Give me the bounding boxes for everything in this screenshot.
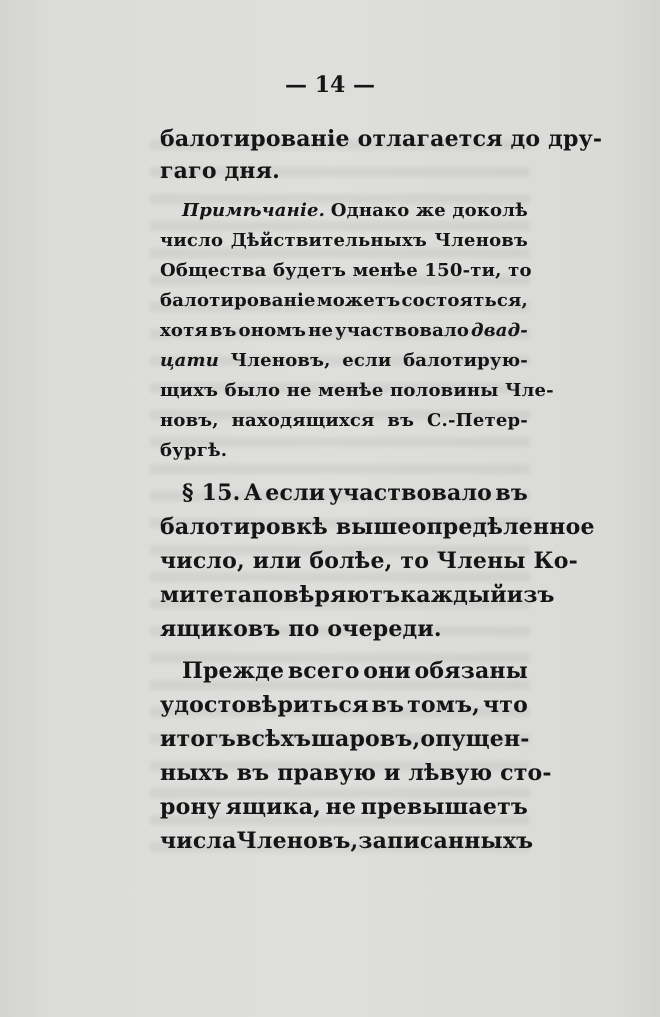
section-15-line-1: § 15. А если участвовало въ (182, 480, 528, 506)
note-line-3: Общества будетъ менѣе 150-ти, то (160, 260, 532, 281)
section-15-line-3: число, или болѣе, то Члены Ко- (160, 548, 578, 574)
paragraph-line-5: рону ящика, не превышаетъ (160, 794, 528, 820)
text-line-2: гаго дня. (160, 158, 281, 184)
paragraph-line-2: удостовѣриться въ томъ, что (160, 692, 528, 718)
paragraph-line-4: ныхъ въ правую и лѣвую сто- (160, 760, 552, 786)
note-label: Примѣчаніе. (182, 200, 326, 221)
note-line-4: балотированіе можетъ состояться, (160, 290, 528, 311)
section-15-line-2: балотировкѣ вышеопредѣленное (160, 514, 595, 540)
note-line-1: Примѣчаніе. Однако же доколѣ (182, 200, 528, 221)
note-line-2: число Дѣйствительныхъ Членовъ (160, 230, 528, 251)
section-15-line-5: ящиковъ по очереди. (160, 616, 442, 642)
text-line-1: балотированіе отлагается до дру- (160, 126, 603, 152)
section-15-line-4: митета повѣряютъ каждый изъ (160, 582, 555, 608)
paragraph-line-6: числа Членовъ, записанныхъ (160, 828, 534, 854)
note-line-6: цати Членовъ, если балотирую- (160, 350, 528, 371)
section-number: § 15. (182, 480, 241, 506)
note-line-8: новъ, находящихся въ С.-Петер- (160, 410, 528, 431)
note-line-5: хотя въ ономъ не участвовало двад- (160, 320, 528, 341)
paragraph-line-1: Прежде всего они обязаны (182, 658, 528, 684)
note-line-9: бургѣ. (160, 440, 228, 461)
note-line-7: щихъ было не менѣе половины Чле- (160, 380, 554, 401)
page-number: — 14 — (285, 72, 375, 98)
paragraph-line-3: итогъ всѣхъ шаровъ, опущен- (160, 726, 530, 752)
